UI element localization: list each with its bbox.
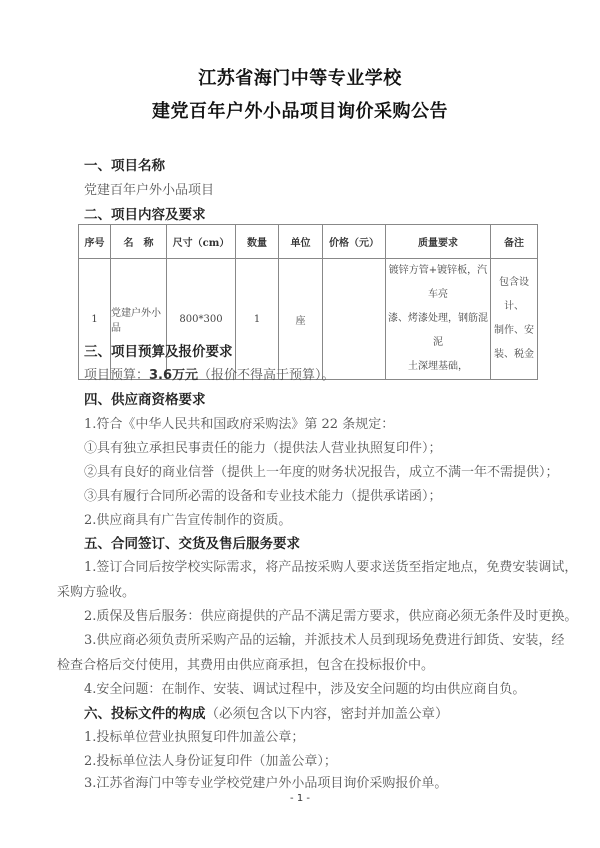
cell-quality [386, 259, 491, 380]
page-number: - 1 - [290, 793, 310, 804]
col-header-quantity: 数量 [236, 225, 279, 259]
section6-title: 六、投标文件的构成 [84, 706, 206, 722]
service-item-cont: 采购方验收。 [57, 585, 136, 600]
cell-unit: 座 [279, 259, 323, 380]
section2-heading: 二、项目内容及要求 [84, 207, 206, 223]
cell-remark [491, 259, 538, 380]
qualification-item: 1.符合《中华人民共和国政府采购法》第 22 条规定： [84, 417, 395, 432]
col-header-price: 价格（元） [323, 225, 386, 259]
section3-heading: 三、项目预算及报价要求 [84, 344, 233, 360]
service-item: 2.质保及售后服务：供应商提供的产品不满足需方要求，供应商必须无条件及时更换。 [84, 609, 578, 624]
col-header-unit: 单位 [279, 225, 323, 259]
school-name: 江苏省海门中等专业学校 [198, 68, 402, 89]
bid-doc-item: 1.投标单位营业执照复印件加盖公章； [84, 730, 305, 745]
service-item: 3.供应商必须负责所采购产品的运输，并派技术人员到现场免费进行卸货、安装，经 [84, 633, 565, 648]
cell-price [323, 259, 386, 380]
quality-line: 土深埋基础， [408, 361, 468, 372]
cell-quantity: 1 [236, 259, 279, 380]
remark-line: 装、税金 [494, 349, 534, 360]
budget-line [84, 364, 335, 383]
col-header-index: 序号 [79, 225, 111, 259]
table-header-row [79, 225, 538, 259]
section1-heading: 一、项目名称 [84, 158, 165, 174]
quality-line: 镀锌方管+镀锌板，汽车亮 [388, 265, 488, 300]
service-item: 1.签订合同后按学校实际需求，将产品按采购人要求送货至指定地点，免费安装调试， [84, 560, 578, 575]
cell-size: 800*300 [167, 259, 236, 380]
bid-doc-item: 2.投标单位法人身份证复印件（加盖公章）； [84, 754, 337, 769]
service-item: 4.安全问题：在制作、安装、调试过程中，涉及安全问题的均由供应商自负。 [84, 682, 526, 697]
cell-name: 党建户外小品 [111, 259, 167, 380]
section6-heading [84, 702, 449, 722]
table-row [79, 259, 538, 380]
project-name: 党建百年户外小品项目 [84, 183, 215, 198]
remark-line: 制作、安 [494, 325, 534, 336]
qualification-item: 2.供应商具有广告宣传制作的资质。 [84, 513, 292, 528]
qualification-item: ③具有履行合同所必需的设备和专业技术能力（提供承诺函）； [84, 489, 442, 504]
cell-index: 1 [79, 259, 111, 380]
budget-label: 项目预算： [84, 368, 150, 383]
section5-heading: 五、合同签订、交货及售后服务要求 [84, 536, 300, 552]
section4-heading: 四、供应商资格要求 [84, 392, 206, 408]
budget-value: 3.6万元 [149, 368, 199, 383]
col-header-remark: 备注 [491, 225, 538, 259]
section6-note: （必须包含以下内容，密封并加盖公章） [205, 706, 449, 722]
quality-line: 漆、烤漆处理，钢筋混泥 [388, 313, 488, 348]
budget-note: （报价不得高于预算）。 [198, 368, 335, 383]
qualification-item: ②具有良好的商业信誉（提供上一年度的财务状况报告，成立不满一年不需提供）； [84, 465, 559, 480]
service-item-cont: 检查合格后交付使用，其费用由供应商承担，包含在投标报价中。 [57, 658, 435, 673]
col-header-name: 名 称 [111, 225, 167, 259]
col-header-quality: 质量要求 [386, 225, 491, 259]
bid-doc-item: 3.江苏省海门中等专业学校党建户外小品项目询价采购报价单。 [84, 776, 448, 791]
qualification-item: ①具有独立承担民事责任的能力（提供法人营业执照复印件）； [84, 441, 442, 456]
remark-line: 包含设计、 [499, 277, 529, 312]
document-title: 建党百年户外小品项目询价采购公告 [152, 101, 448, 122]
col-header-size: 尺寸（cm） [167, 225, 236, 259]
